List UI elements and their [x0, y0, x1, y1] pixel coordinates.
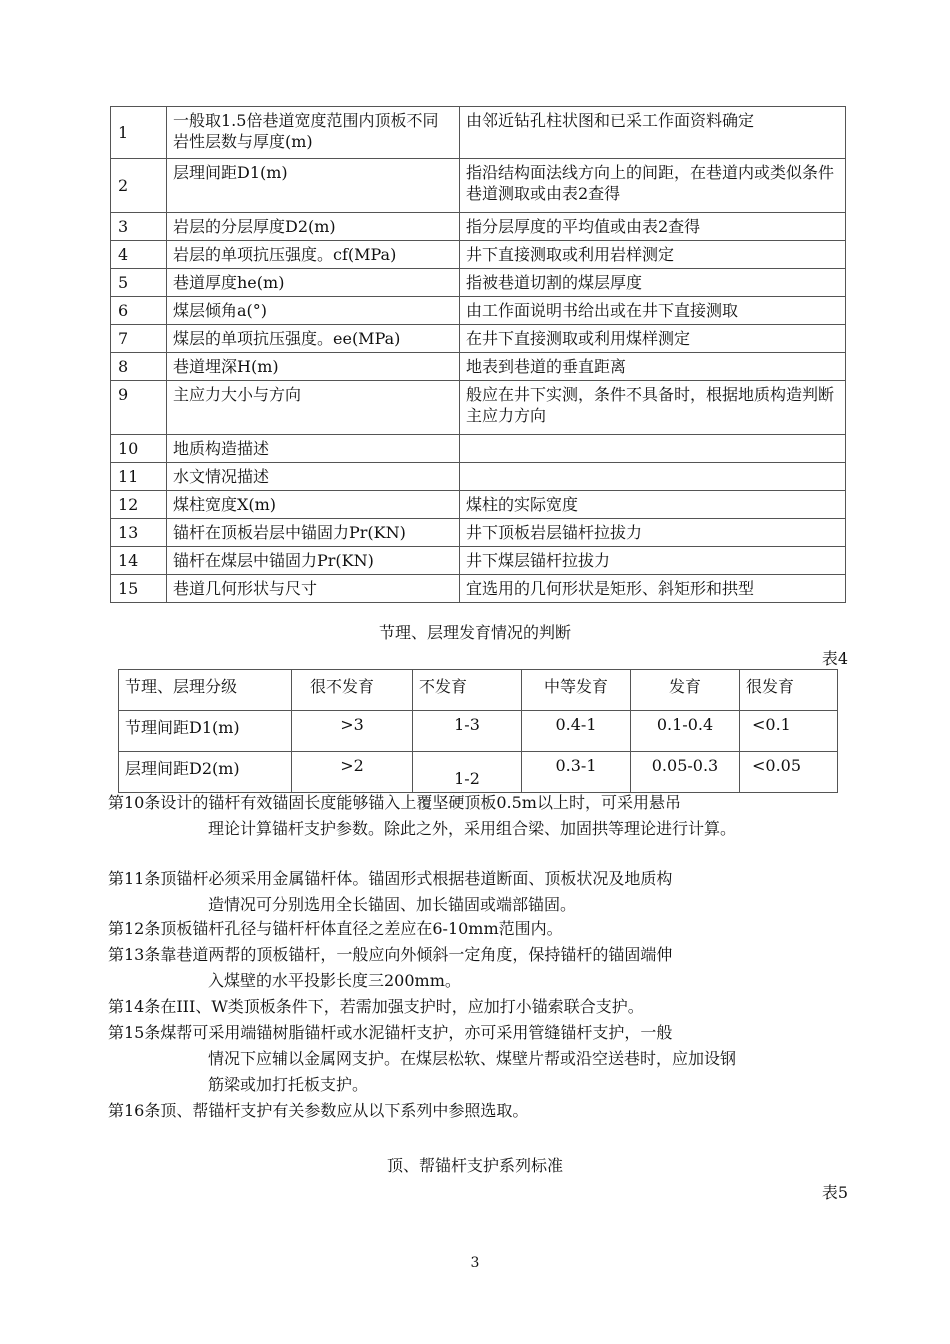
header-cell: 很不发育 [292, 670, 413, 711]
table-row [119, 711, 838, 752]
page-number: 3 [470, 1255, 480, 1271]
value-cell: 1-3 [413, 711, 522, 752]
table-row [111, 575, 846, 603]
note-cell: 井下顶板岩层锚杆拉拔力 [460, 519, 846, 547]
text-line: 第15条煤帮可采用端锚树脂锚杆或水泥锚杆支护，亦可采用管缝锚杆支护，一般 [108, 1023, 673, 1042]
row-number: 13 [111, 519, 167, 547]
table-row [111, 241, 846, 269]
param-cell: 锚杆在顶板岩层中锚固力Pr(KN) [167, 519, 460, 547]
param-cell: 锚杆在煤层中锚固力Pr(KN) [167, 547, 460, 575]
param-cell: 煤层的单项抗压强度。ee(MPa) [167, 325, 460, 353]
value-cell: <0.05 [740, 752, 838, 793]
text-line: 第13条靠巷道两帮的顶板锚杆，一般应向外倾斜一定角度，保持锚杆的锚固端伸 [108, 945, 673, 964]
row-number: 10 [111, 435, 167, 463]
row-number: 1 [111, 107, 167, 159]
note-cell: 地表到巷道的垂直距离 [460, 353, 846, 381]
note-cell: 指沿结构面法线方向上的间距，在巷道内或类似条件巷道测取或由表2查得 [460, 159, 846, 213]
row-number: 2 [111, 159, 167, 213]
table-row [111, 381, 846, 435]
table-row [119, 752, 838, 793]
param-cell: 岩层的分层厚度D2(m) [167, 213, 460, 241]
note-cell: 由工作面说明书给出或在井下直接测取 [460, 297, 846, 325]
article-12 [108, 916, 848, 942]
row-number: 5 [111, 269, 167, 297]
text-line: 造情况可分别选用全长锚固、加长锚固或端部锚固。 [208, 895, 577, 914]
header-cell: 中等发育 [522, 670, 631, 711]
note-cell: 井下直接测取或利用岩样测定 [460, 241, 846, 269]
row-label: 节理间距D1(m) [119, 711, 292, 752]
row-number: 11 [111, 463, 167, 491]
text-line: 第12条顶板锚杆孔径与锚杆杆体直径之差应在6-10mm范围内。 [108, 919, 563, 938]
article-11 [108, 866, 848, 918]
value-cell: >2 [292, 752, 413, 793]
param-cell: 岩层的单项抗压强度。cf(MPa) [167, 241, 460, 269]
article-15 [108, 1020, 848, 1098]
article-14 [108, 994, 848, 1020]
table-row [111, 325, 846, 353]
text-line: 第16条顶、帮锚杆支护有关参数应从以下系列中参照选取。 [108, 1101, 529, 1120]
text-line: 第14条在III、W类顶板条件下，若需加强支护时，应加打小锚索联合支护。 [108, 997, 644, 1016]
value-cell: 0.4-1 [522, 711, 631, 752]
note-cell: 般应在井下实测，条件不具备时，根据地质构造判断主应力方向 [460, 381, 846, 435]
table-row [111, 519, 846, 547]
table-row [111, 491, 846, 519]
row-number: 12 [111, 491, 167, 519]
article-16 [108, 1098, 848, 1124]
table-header-row [119, 670, 838, 711]
note-cell [460, 435, 846, 463]
text-line: 理论计算锚杆支护参数。除此之外，采用组合梁、加固拱等理论进行计算。 [208, 819, 737, 838]
article-10 [108, 790, 848, 842]
param-cell: 水文情况描述 [167, 463, 460, 491]
parameter-table [110, 106, 846, 603]
text-line: 筋梁或加打托板支护。 [208, 1075, 369, 1094]
param-cell: 地质构造描述 [167, 435, 460, 463]
param-cell: 主应力大小与方向 [167, 381, 460, 435]
value-cell: <0.1 [740, 711, 838, 752]
value-cell: 0.3-1 [522, 752, 631, 793]
param-cell: 巷道厚度he(m) [167, 269, 460, 297]
row-number: 14 [111, 547, 167, 575]
header-cell: 不发育 [413, 670, 522, 711]
row-number: 3 [111, 213, 167, 241]
value-cell: 1-2 [413, 752, 522, 793]
note-cell: 在井下直接测取或利用煤样测定 [460, 325, 846, 353]
param-cell: 层理间距D1(m) [167, 159, 460, 213]
table-row [111, 107, 846, 159]
note-cell: 指分层厚度的平均值或由表2查得 [460, 213, 846, 241]
row-number: 4 [111, 241, 167, 269]
param-cell: 煤层倾角a(°) [167, 297, 460, 325]
text-line: 情况下应辅以金属网支护。在煤层松软、煤壁片帮或沿空送巷时，应加设钢 [208, 1049, 737, 1068]
table-row [111, 213, 846, 241]
value-cell: 0.05-0.3 [631, 752, 740, 793]
table-row [111, 269, 846, 297]
row-number: 7 [111, 325, 167, 353]
table5-label: 表5 [821, 1183, 848, 1202]
table4-title: 节理、层理发育情况的判断 [378, 623, 571, 642]
table-row [111, 435, 846, 463]
note-cell: 指被巷道切割的煤层厚度 [460, 269, 846, 297]
table-row [111, 297, 846, 325]
note-cell: 井下煤层锚杆拉拔力 [460, 547, 846, 575]
value-cell: 0.1-0.4 [631, 711, 740, 752]
table-row [111, 353, 846, 381]
text-line: 入煤壁的水平投影长度三200mm。 [208, 971, 461, 990]
param-cell: 巷道几何形状与尺寸 [167, 575, 460, 603]
row-number: 9 [111, 381, 167, 435]
text-line: 第11条顶锚杆必须采用金属锚杆体。锚固形式根据巷道断面、顶板状况及地质构 [108, 869, 673, 888]
table-row [111, 463, 846, 491]
article-13 [108, 942, 848, 994]
row-label: 层理间距D2(m) [119, 752, 292, 793]
row-number: 15 [111, 575, 167, 603]
param-cell: 巷道埋深H(m) [167, 353, 460, 381]
value-cell: >3 [292, 711, 413, 752]
note-cell: 宜选用的几何形状是矩形、斜矩形和拱型 [460, 575, 846, 603]
note-cell [460, 463, 846, 491]
note-cell: 煤柱的实际宽度 [460, 491, 846, 519]
joint-grade-table [118, 669, 838, 793]
header-cell: 发育 [631, 670, 740, 711]
header-cell: 很发育 [740, 670, 838, 711]
table-row [111, 547, 846, 575]
text-line: 第10条设计的锚杆有效锚固长度能够锚入上覆坚硬顶板0.5m以上时，可采用悬吊 [108, 793, 681, 812]
table4-label: 表4 [821, 649, 848, 668]
param-cell: 一般取1.5倍巷道宽度范围内顶板不同岩性层数与厚度(m) [167, 107, 460, 159]
row-number: 6 [111, 297, 167, 325]
header-cell: 节理、层理分级 [119, 670, 292, 711]
note-cell: 由邻近钻孔柱状图和已采工作面资料确定 [460, 107, 846, 159]
param-cell: 煤柱宽度X(m) [167, 491, 460, 519]
row-number: 8 [111, 353, 167, 381]
table-row [111, 159, 846, 213]
table5-title: 顶、帮锚杆支护系列标准 [386, 1156, 563, 1175]
